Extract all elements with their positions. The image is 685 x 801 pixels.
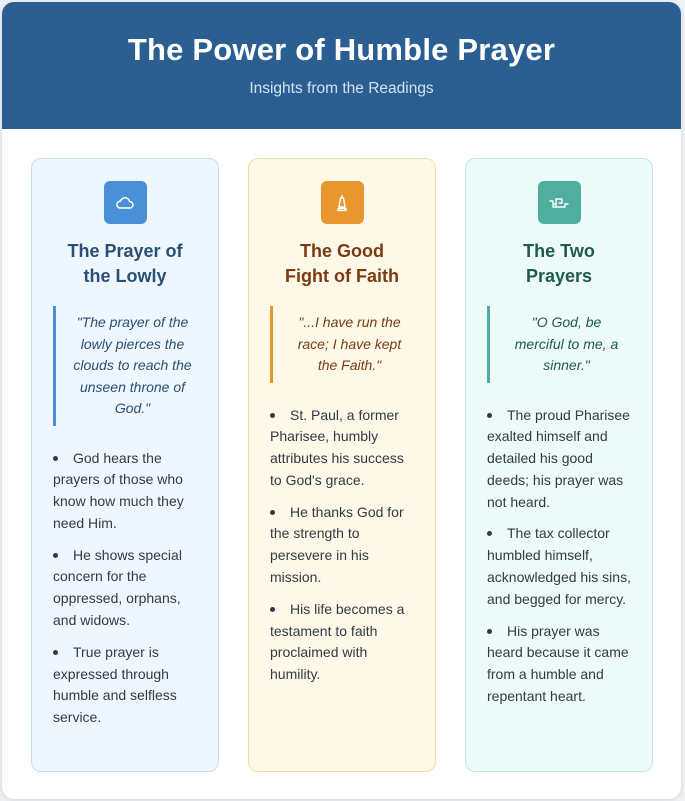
header [2,2,681,129]
list-item: St. Paul, a former Pharisee, humbly attributes his success to God's grace. [270,405,414,492]
list-item: He shows special concern for the oppressed, orphans, and widows. [53,545,197,632]
page-title: The Power of Humble Prayer [127,32,556,67]
point-list [487,405,631,708]
page-subtitle: Insights from the Readings [249,80,434,97]
column-prayer-of-the-lowly [31,158,219,772]
list-item: True prayer is expressed through humble and selfless service. [53,642,197,729]
list-item: He thanks God for the strength to persevere in his mission. [270,502,414,589]
list-item: His prayer was heard because it came from a humble and repentant heart. [487,621,631,708]
columns [31,158,653,772]
list-item: The tax collector humbled himself, acknowledged his sins, and begged for mercy. [487,523,631,610]
cloud-icon [104,181,147,224]
list-item: His life becomes a testament to faith proclaimed with humility. [270,599,414,686]
column-quote: "...I have run the race; I have kept the Faith." [270,306,414,383]
list-item: God hears the prayers of those who know how much they need Him. [53,448,197,535]
column-good-fight-of-faith [248,158,436,772]
list-item: The proud Pharisee exalted himself and detailed his good deeds; his prayer was not heard. [487,405,631,514]
column-two-prayers [465,158,653,772]
trophy-icon [321,181,364,224]
column-quote: "The prayer of the lowly pierces the clouds to reach the unseen throne of God." [53,306,197,426]
column-title: The Two Prayers [523,241,595,286]
praying-hands-icon [538,181,581,224]
column-title: The Good Fight of Faith [285,241,399,286]
main-card [2,2,681,799]
point-list [270,405,414,687]
point-list [53,448,197,730]
column-quote: "O God, be merciful to me, a sinner." [487,306,631,383]
column-title: The Prayer of the Lowly [67,241,183,286]
